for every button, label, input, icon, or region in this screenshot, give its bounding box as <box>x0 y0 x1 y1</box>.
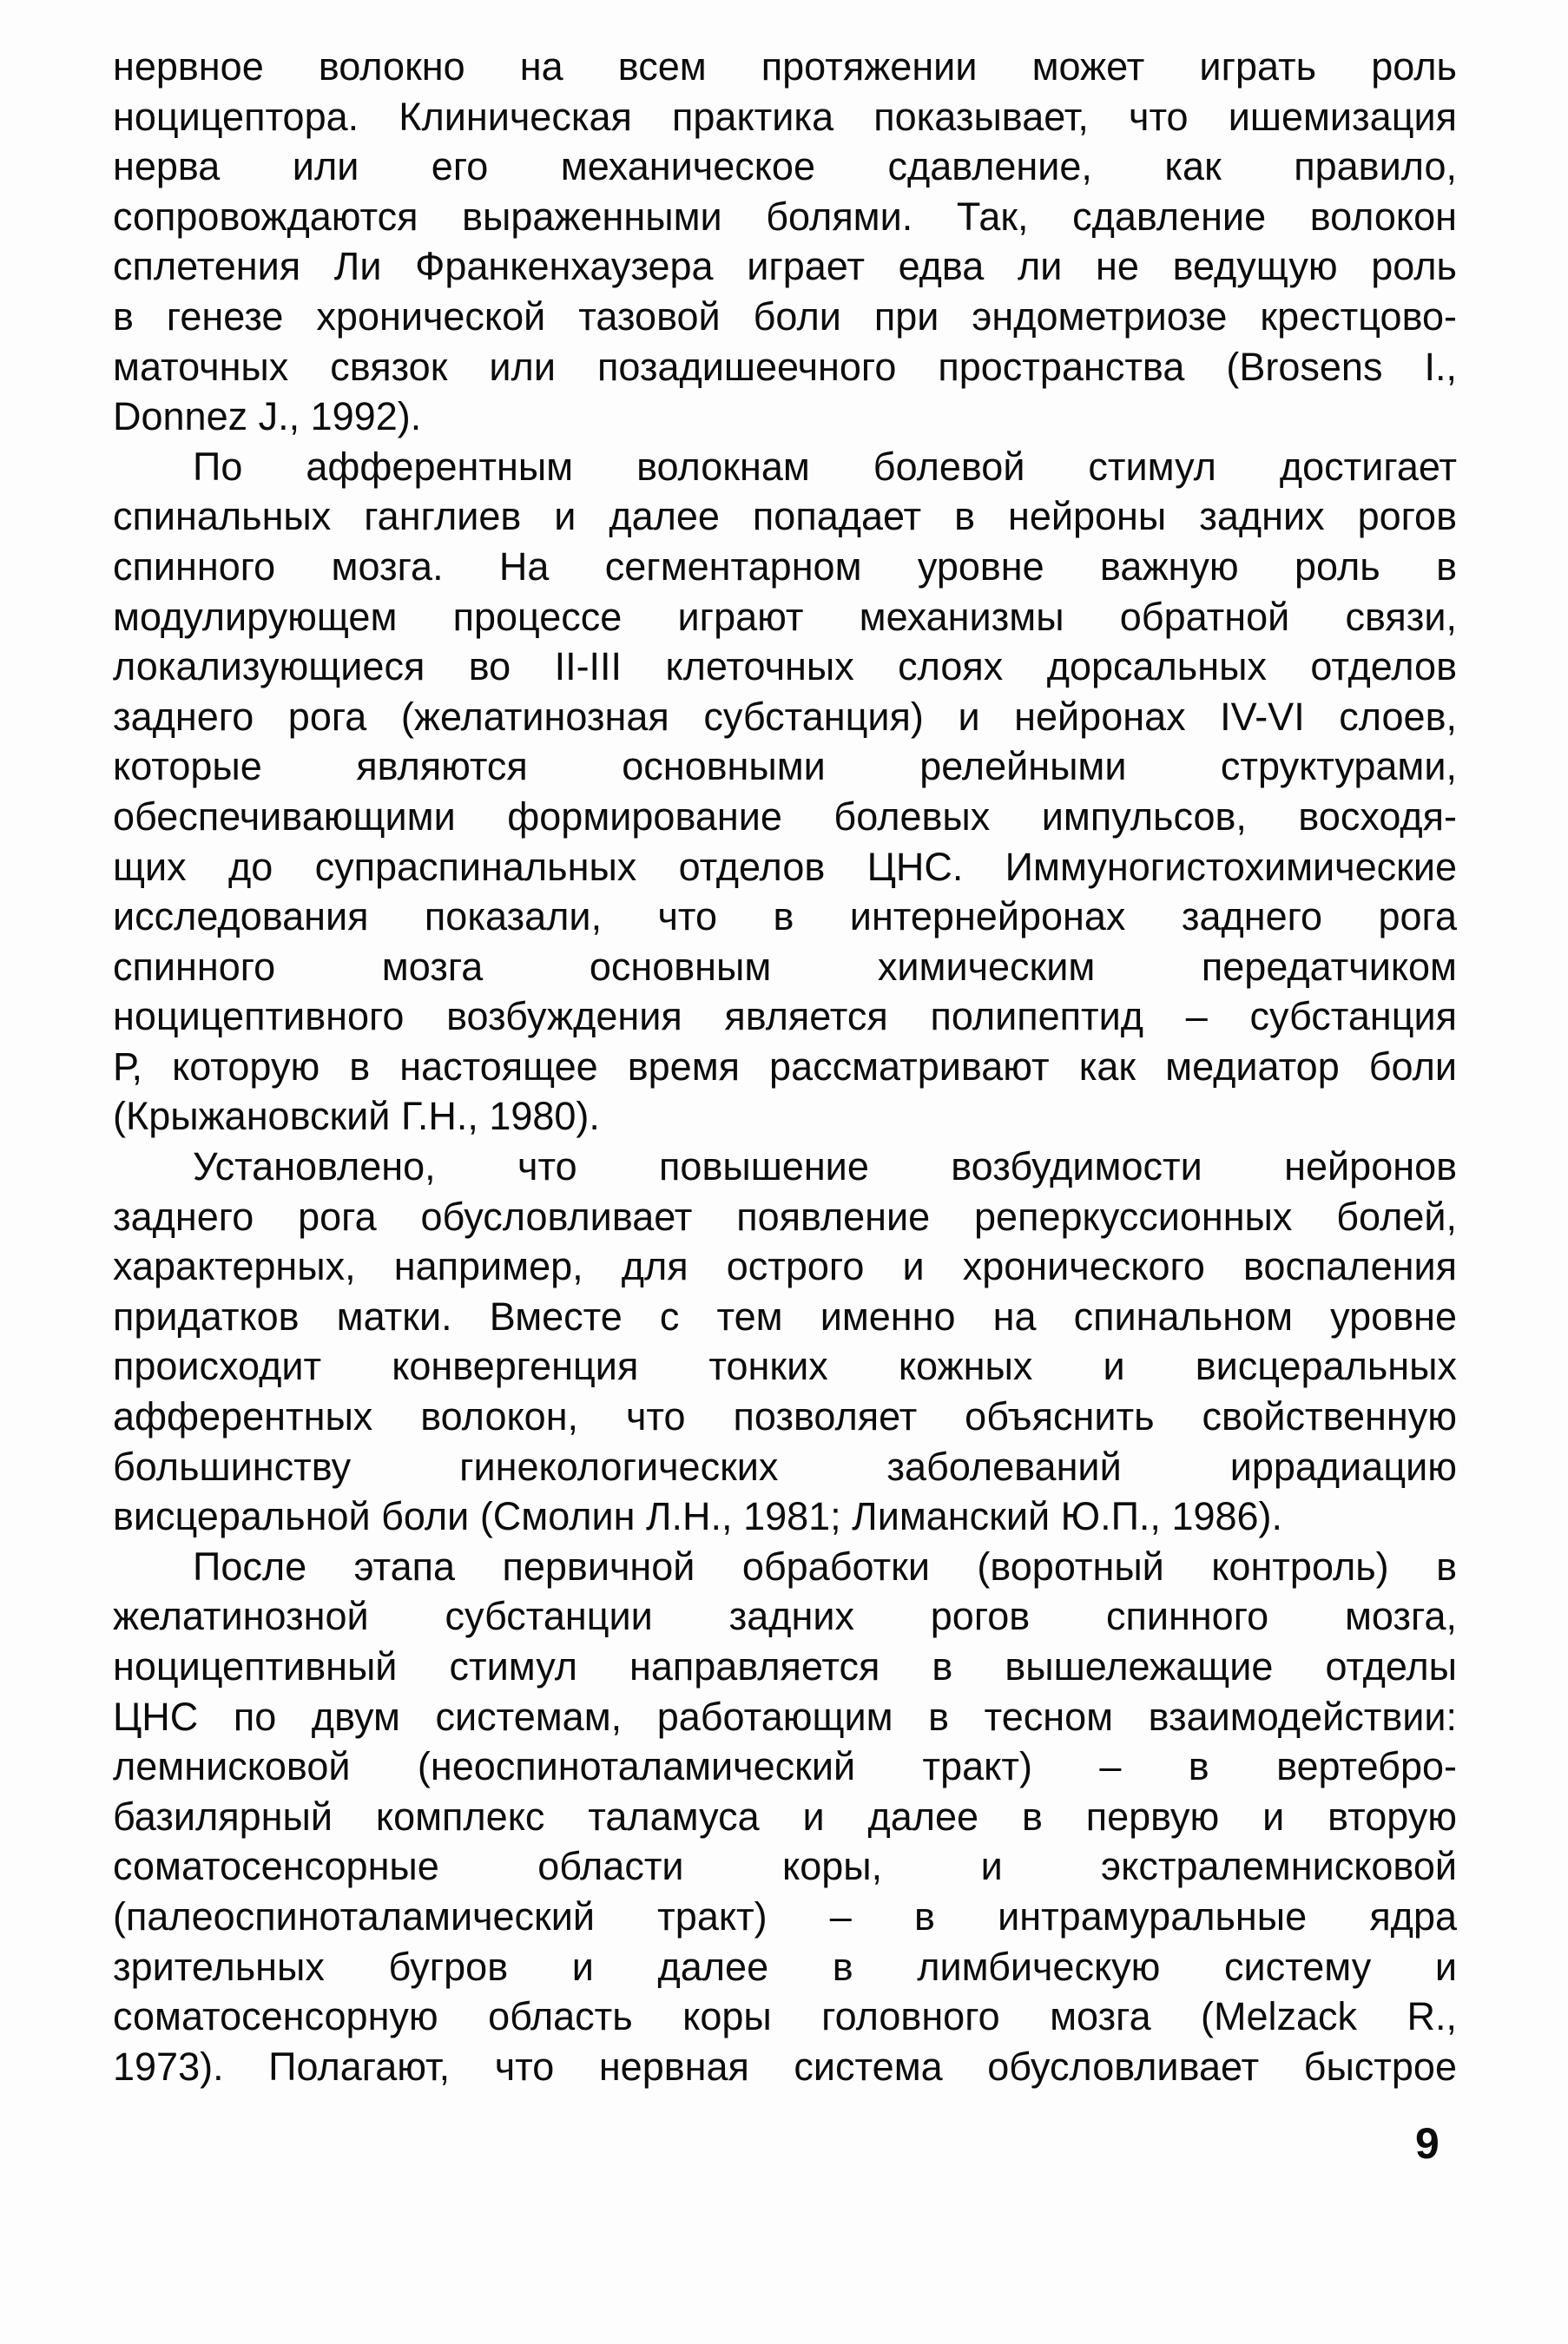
text-line: ноцицептора. Клиническая практика показывает, что ишемизация <box>113 94 1457 139</box>
text-line: сплетения Ли Франкенхаузера играет едва ли не ведущую роль <box>113 244 1457 289</box>
text-line: лемнисковой (неоспиноталамический тракт) – в вертебро- <box>113 1744 1457 1789</box>
text-line: афферентных волокон, что позволяет объяснить свойственную <box>113 1394 1457 1439</box>
text-line: (палеоспиноталамический тракт) – в интрамуральные ядра <box>113 1893 1457 1939</box>
text-line: желатинозной субстанции задних рогов спинного мозга, <box>113 1594 1457 1639</box>
text-line: сопровождаются выраженными болями. Так, сдавление волокон <box>113 194 1457 239</box>
text-line: маточных связок или позадишеечного пространства (Brosens I., <box>113 344 1457 389</box>
body-text <box>113 42 1457 2091</box>
text-line: которые являются основными релейными структурами, <box>113 744 1457 789</box>
text-line: базилярный комплекс таламуса и далее в первую и вторую <box>113 1794 1457 1839</box>
text-line: Р, которую в настоящее время рассматривают как медиатор боли <box>113 1044 1457 1089</box>
text-line: ноцицептивного возбуждения является полипептид – субстанция <box>113 994 1457 1039</box>
text-line: происходит конвергенция тонких кожных и висцеральных <box>113 1344 1457 1389</box>
text-line: щих до супраспинальных отделов ЦНС. Иммуногистохимические <box>113 844 1457 889</box>
text-line: характерных, например, для острого и хронического воспаления <box>113 1244 1457 1289</box>
text-line: заднего рога обусловливает появление реперкуссионных болей, <box>113 1194 1457 1239</box>
text-line: (Крыжановский Г.Н., 1980). <box>113 1094 600 1139</box>
text-line: соматосенсорные области коры, и экстралемнисковой <box>113 1844 1457 1889</box>
text-line: придатков матки. Вместе с тем именно на спинальном уровне <box>113 1294 1457 1339</box>
text-line: ЦНС по двум системам, работающим в тесном взаимодействии: <box>113 1694 1457 1739</box>
text-line: большинству гинекологических заболеваний иррадиацию <box>113 1444 1457 1489</box>
text-line: спинальных ганглиев и далее попадает в нейроны задних рогов <box>113 494 1457 539</box>
text-line: нерва или его механическое сдавление, как правило, <box>113 144 1457 189</box>
text-line: заднего рога (желатинозная субстанция) и нейронах IV-VI слоев, <box>113 694 1457 739</box>
text-line: спинного мозга. На сегментарном уровне важную роль в <box>113 543 1457 589</box>
text-line: модулирующем процессе играют механизмы обратной связи, <box>113 594 1457 639</box>
text-line: обеспечивающими формирование болевых импульсов, восходя- <box>113 793 1457 839</box>
page-number: 9 <box>1415 2119 1440 2168</box>
text-line: исследования показали, что в интернейронах заднего рога <box>113 894 1457 939</box>
text-line: нервное волокно на всем протяжении может играть роль <box>113 44 1457 89</box>
text-line: Donnez J., 1992). <box>113 394 422 439</box>
text-line: зрительных бугров и далее в лимбическую систему и <box>113 1944 1457 1989</box>
text-line: 1973). Полагают, что нервная система обусловливает быстрое <box>113 2044 1457 2089</box>
text-line: По афферентным волокнам болевой стимул достигает <box>193 444 1457 489</box>
text-line: спинного мозга основным химическим передатчиком <box>113 944 1457 989</box>
text-line: в генезе хронической тазовой боли при эндометриозе крестцово- <box>113 293 1457 339</box>
text-line: После этапа первичной обработки (воротный контроль) в <box>193 1544 1457 1589</box>
text-line: висцеральной боли (Смолин Л.Н., 1981; Лиманский Ю.П., 1986). <box>113 1494 1283 1539</box>
text-line: Установлено, что повышение возбудимости нейронов <box>193 1144 1457 1189</box>
text-line: ноцицептивный стимул направляется в вышележащие отделы <box>113 1644 1457 1689</box>
text-line: соматосенсорную область коры головного мозга (Melzack R., <box>113 1994 1457 2039</box>
text-line: локализующиеся во II-III клеточных слоях дорсальных отделов <box>113 644 1457 689</box>
